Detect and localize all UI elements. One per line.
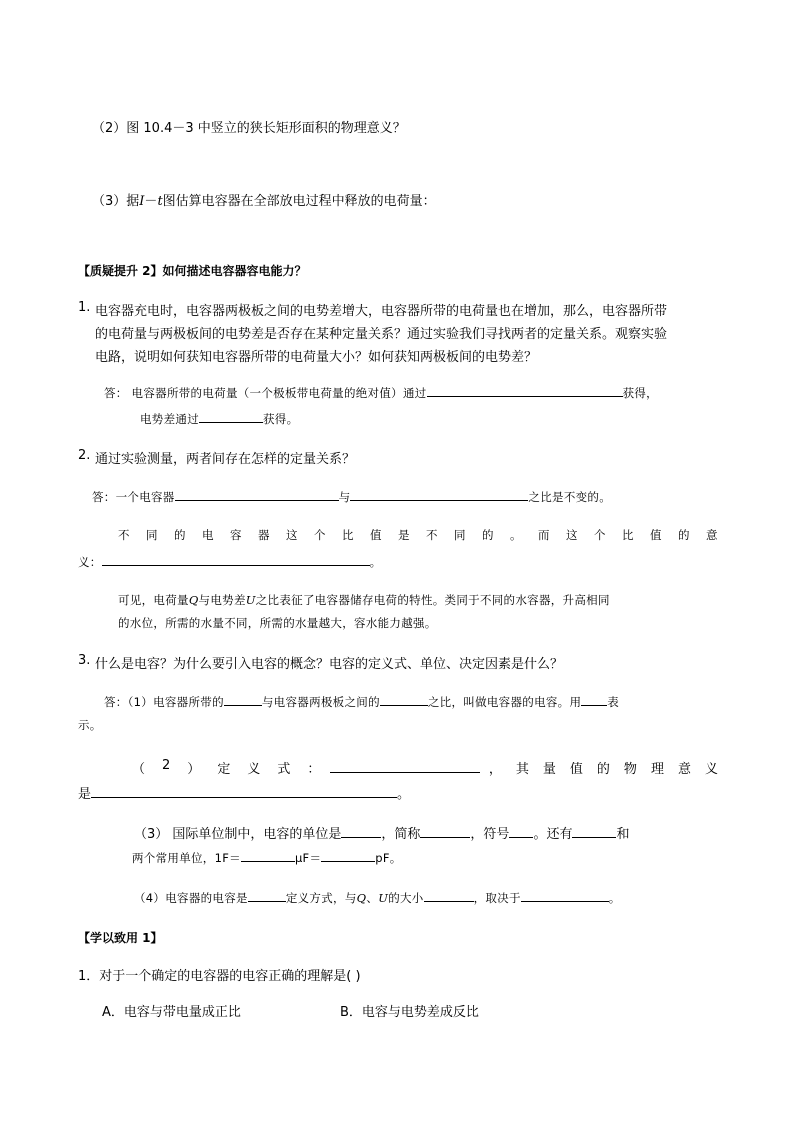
answer-3-line-2: 示。 — [78, 718, 102, 732]
answer-3-3-line-1: （3） 国际单位制中，电容的单位是 ，简称 ，符号 。还有 和 — [134, 827, 630, 842]
item-3-text: 什么是电容？为什么要引入电容的概念？电容的定义式、单位、决定因素是什么？ — [95, 657, 564, 672]
blank-determining-factor[interactable] — [521, 889, 609, 902]
answer-1-line-1: 答： 电容器所带的电荷量（一个极板带电荷量的绝对值）通过 获得， — [104, 386, 658, 400]
item-number-1: 1. — [78, 300, 91, 315]
item-1-line-3: 电路，说明如何获知电容器所带的电荷量大小？如何获知两极板间的电势差？ — [95, 350, 538, 365]
blank-unit-symbol[interactable] — [509, 825, 533, 838]
answer-3-line-1: 答：（1）电容器所带的 与电容器两极板之间的 之比，叫做电容器的电容。用 表 — [104, 695, 620, 709]
blank-uf-to-pf[interactable] — [321, 849, 375, 862]
blank-voltage-method[interactable] — [199, 410, 263, 423]
blank-definition-formula[interactable] — [330, 760, 480, 773]
blank-ratio-denominator[interactable] — [350, 488, 528, 501]
question-2: （2）图 10.4－3 中竖立的狭长矩形面积的物理意义？ — [92, 121, 406, 136]
section-heading-2: 【质疑提升 2】如何描述电容器容电能力？ — [78, 264, 307, 278]
item-1-line-2: 的电荷量与两极板间的电势差是否存在某种定量关系？通过实验我们寻找两者的定量关系。观察实验 — [95, 327, 668, 342]
exercise-1-option-b[interactable]: B．电容与电势差成反比 — [340, 1005, 479, 1020]
item-1-line-1: 电容器充电时，电容器两极板之间的电势差增大，电容器所带的电荷量也在增加，那么，电容器所带 — [95, 304, 668, 319]
answer-2b-line-2: 义： 。 — [78, 555, 382, 569]
item-number-3: 3. — [78, 653, 91, 668]
answer-2c-line-2: 的水位，所需的水量不同，所需的水量越大，容水能力越强。 — [118, 616, 437, 630]
section-heading-apply-1: 【学以致用 1】 — [78, 931, 163, 945]
answer-3-3-line-2: 两个常用单位，1F＝ μF＝ pF。 — [132, 851, 402, 865]
blank-unit[interactable] — [341, 825, 381, 838]
blank-unit-2[interactable] — [572, 825, 616, 838]
blank-ratio-numerator[interactable] — [175, 488, 339, 501]
answer-1-line-2: 电势差通过 获得。 — [140, 412, 299, 426]
blank-unit-short[interactable] — [420, 825, 470, 838]
answer-3-2-line-2: 是 。 — [78, 787, 411, 802]
blank-symbol[interactable] — [581, 693, 607, 706]
question-3: （3）据I－t图估算电容器在全部放电过程中释放的电荷量： — [92, 194, 436, 209]
blank-physical-meaning[interactable] — [91, 785, 397, 798]
answer-2c-line-1: 可见，电荷量Q与电势差U之比表征了电容器储存电荷的特性。类同于不同的水容器，升高相同 — [118, 593, 610, 607]
answer-2-line: 答：一个电容器 与 之比是不变的。 — [92, 490, 612, 504]
blank-ratio-meaning[interactable] — [102, 553, 370, 566]
blank-charge-method[interactable] — [427, 384, 623, 397]
answer-3-2-line-1: （ 2 ） 定 义 式 ： ， 其 量 值 的 物 理 意 义 — [132, 758, 718, 777]
blank-potential-difference[interactable] — [380, 693, 428, 706]
blank-f-to-uf[interactable] — [241, 849, 295, 862]
item-number-2: 2. — [78, 448, 91, 463]
answer-3-4-line: （4）电容器的电容是 定义方式，与Q、U的大小 ，取决于 。 — [134, 891, 621, 905]
exercise-1-stem: 1．对于一个确定的电容器的电容正确的理解是( ) — [78, 969, 361, 984]
answer-2b-justified-line: 不 同 的 电 容 器 这 个 比 值 是 不 同 的 。 而 这 个 比 值 的 意 — [118, 528, 718, 542]
blank-definition-method[interactable] — [248, 889, 286, 902]
blank-relation[interactable] — [424, 889, 474, 902]
item-2-text: 通过实验测量，两者间存在怎样的定量关系？ — [95, 452, 356, 467]
exercise-1-option-a[interactable]: A．电容与带电量成正比 — [102, 1005, 241, 1020]
blank-charge[interactable] — [224, 693, 262, 706]
